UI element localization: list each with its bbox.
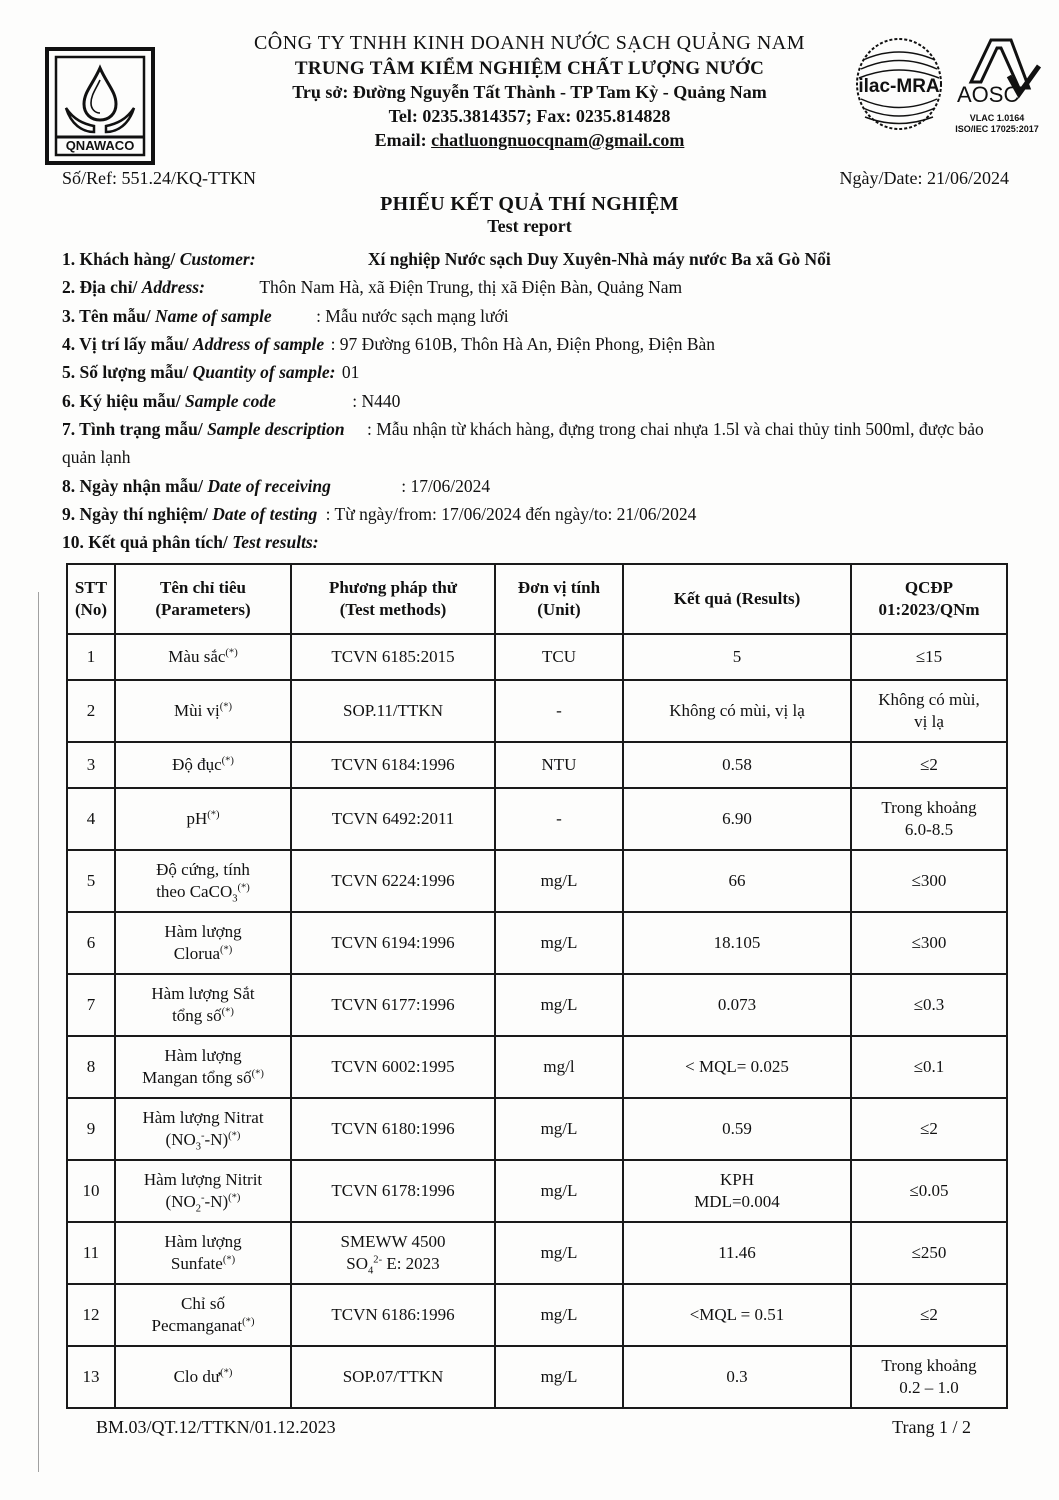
table-row: 3 Độ đục(*) TCVN 6184:1996 NTU 0.58 ≤2 xyxy=(67,742,1007,788)
table-row: 1 Màu sắc(*) TCVN 6185:2015 TCU 5 ≤15 xyxy=(67,634,1007,680)
head-office-address: Trụ sở: Đường Nguyễn Tất Thành - TP Tam Kỳ - Quảng Nam xyxy=(292,82,767,103)
letterhead xyxy=(0,0,1059,153)
info-date-receiving: 8. Ngày nhận mẫu/ Date of receiving : 17/06/2024 xyxy=(62,475,491,496)
letterhead-text xyxy=(190,30,870,153)
iso-standard: ISO/IEC 17025:2017 xyxy=(955,124,1039,135)
qnawaco-logo-icon xyxy=(44,46,156,166)
info-sample-code: 6. Ký hiệu mẫu/ Sample code : N440 xyxy=(62,390,401,411)
page-footer xyxy=(96,1417,971,1438)
info-customer: 1. Khách hàng/ Customer: Xí nghiệp Nước sạch Duy Xuyên-Nhà máy nước Ba xã Gò Nổi xyxy=(62,249,831,269)
page-number: Trang 1 / 2 xyxy=(892,1416,971,1437)
info-address: 2. Địa chỉ/ Address: Thôn Nam Hà, xã Điện Trung, thị xã Điện Bàn, Quảng Nam xyxy=(62,277,683,298)
col-no: STT (No) xyxy=(67,564,115,634)
sample-info xyxy=(62,245,1009,557)
info-sample-description: 7. Tình trạng mẫu/ Sample description : Mẫu nhận từ khách hàng, đựng trong chai nhựa 1.5l và chai thủy tinh 500ml, được bảo quản lạnh xyxy=(62,419,984,468)
email-label: Email: xyxy=(374,129,427,150)
svg-text:AOSC: AOSC xyxy=(957,82,1020,107)
table-row: 13 Clo dư(*) SOP.07/TTKN mg/L 0.3 Trong khoảng 0.2 – 1.0 xyxy=(67,1346,1007,1408)
table-row: 9 Hàm lượng Nitrat $(NO_3^--N)^{(*)}$ TCVN 6180:1996 mg/L 0.59 ≤2 xyxy=(67,1098,1007,1160)
email-link[interactable]: chatluongnuocqnam@gmail.com xyxy=(431,129,685,150)
results-table xyxy=(66,563,1008,1409)
document-ref: Số/Ref: 551.24/KQ-TTKN xyxy=(62,168,256,188)
col-limit: QCĐP 01:2023/QNm xyxy=(851,564,1007,634)
email-row xyxy=(190,129,870,153)
tel-fax: Tel: 0235.3814357; Fax: 0235.814828 xyxy=(388,106,671,127)
company-name: CÔNG TY TNHH KINH DOANH NƯỚC SẠCH QUẢNG NAM xyxy=(253,32,806,54)
form-code: BM.03/QT.12/TTKN/01.12.2023 xyxy=(96,1416,336,1437)
aosc-icon xyxy=(953,36,1041,108)
col-methods: Phương pháp thử (Test methods) xyxy=(291,564,495,634)
results-table-wrap xyxy=(66,563,1009,1409)
svg-text:ilac-MRA: ilac-MRA xyxy=(858,76,940,97)
info-quantity: 5. Số lượng mẫu/ Quantity of sample: 01 xyxy=(62,362,360,383)
col-results: Kết quả (Results) xyxy=(623,564,851,634)
ilac-mra-icon xyxy=(853,36,945,136)
scan-edge-line xyxy=(38,592,39,1472)
info-date-testing: 9. Ngày thí nghiệm/ Date of testing : Từ ngày/from: 17/06/2024 đến ngày/to: 21/06/2024 xyxy=(62,504,697,525)
page-title-en: Test report xyxy=(487,216,572,236)
table-row: 6 Hàm lượng Clorua(*) TCVN 6194:1996 mg/L 18.105 ≤300 xyxy=(67,912,1007,974)
table-row: 10 Hàm lượng Nitrit $(NO_2^--N)^{(*)}$ TCVN 6178:1996 mg/L KPH MDL=0.004 ≤0.05 xyxy=(67,1160,1007,1222)
center-name: TRUNG TÂM KIỂM NGHIỆM CHẤT LƯỢNG NƯỚC xyxy=(294,58,765,80)
table-row: 5 Độ cứng, tính theo CaCO$_3$(*) TCVN 6224:1996 mg/L 66 ≤300 xyxy=(67,850,1007,912)
info-sample-address: 4. Vị trí lấy mẫu/ Address of sample : 97 Đường 610B, Thôn Hà An, Điện Phong, Điện Bàn xyxy=(62,334,716,355)
table-header-row xyxy=(67,564,1007,634)
info-test-results-heading: 10. Kết quả phân tích/ Test results: xyxy=(62,532,319,553)
table-row: 12 Chỉ số Pecmanganat(*) TCVN 6186:1996 mg/L <MQL = 0.51 ≤2 xyxy=(67,1284,1007,1346)
table-row: 2 Mùi vị(*) SOP.11/TTKN - Không có mùi, vị lạ Không có mùi, vị lạ xyxy=(67,680,1007,742)
vlac-number: VLAC 1.0164 xyxy=(969,113,1025,123)
info-sample-name: 3. Tên mẫu/ Name of sample : Mẫu nước sạch mạng lưới xyxy=(62,305,509,326)
table-row: 7 Hàm lượng Sắt tổng số(*) TCVN 6177:1996 mg/L 0.073 ≤0.3 xyxy=(67,974,1007,1036)
accreditation-logos xyxy=(853,36,1043,136)
page-title: PHIẾU KẾT QUẢ THÍ NGHIỆM xyxy=(380,193,679,215)
table-row: 4 pH(*) TCVN 6492:2011 - 6.90 Trong khoảng 6.0-8.5 xyxy=(67,788,1007,850)
qnawaco-logo xyxy=(44,46,156,171)
document-date: Ngày/Date: 21/06/2024 xyxy=(839,168,1009,188)
table-row: 11 Hàm lượng Sunfate(*) SMEWW 4500 $SO_4^{2-}$ E: 2023 mg/L 11.46 ≤250 xyxy=(67,1222,1007,1284)
table-row: 8 Hàm lượng Mangan tổng số(*) TCVN 6002:1995 mg/l < MQL= 0.025 ≤0.1 xyxy=(67,1036,1007,1098)
svg-text:QNAWACO: QNAWACO xyxy=(65,138,135,153)
aosc-block xyxy=(951,36,1043,136)
ref-date-row xyxy=(62,168,1009,189)
col-parameters: Tên chỉ tiêu (Parameters) xyxy=(115,564,291,634)
title-block xyxy=(0,193,1059,237)
col-unit: Đơn vị tính (Unit) xyxy=(495,564,623,634)
